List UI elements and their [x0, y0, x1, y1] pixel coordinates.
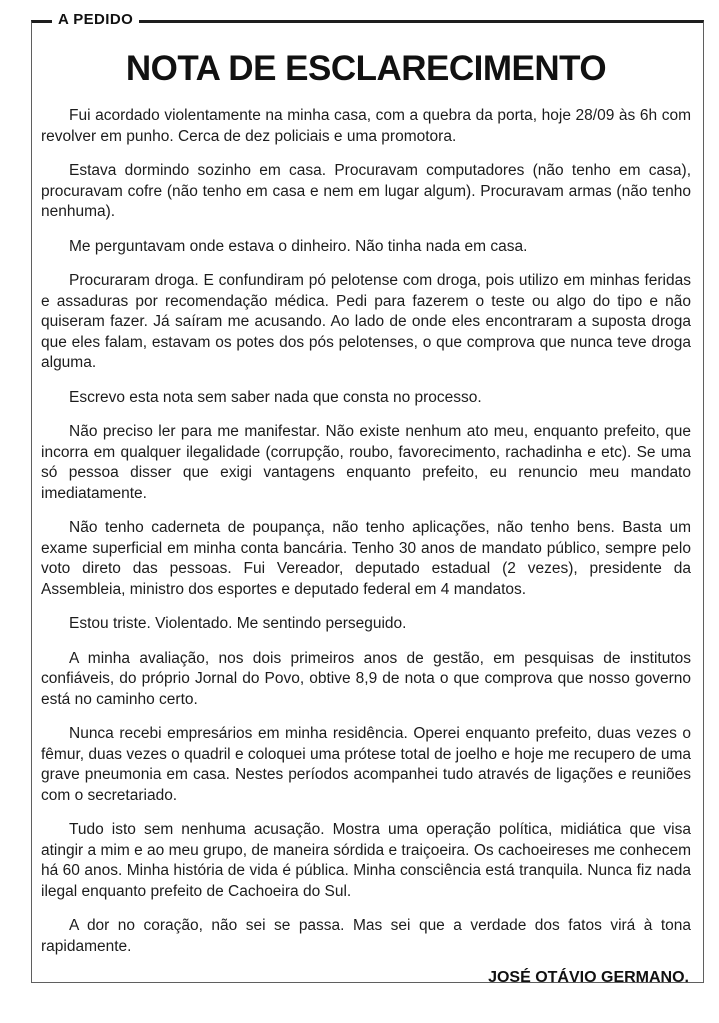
- paragraph: A minha avaliação, nos dois primeiros anos de gestão, em pesquisas de institutos confiáveis, do próprio Jornal do Povo, obtive 8,9 de nota o que comprova que nosso governo está no caminho certo.: [41, 649, 691, 708]
- paragraph: Não preciso ler para me manifestar. Não existe nenhum ato meu, enquanto prefeito, que incorra em qualquer ilegalidade (corrupção, roubo, favorecimento, rachadinha e etc). Se uma só pessoa disser que exigi vantagens enquanto prefeito, eu renuncio meu mandato imediatamente.: [41, 423, 691, 502]
- notice-frame: [31, 11, 704, 986]
- paragraph: Me perguntavam onde estava o dinheiro. Não tinha nada em casa.: [69, 237, 528, 255]
- signature: JOSÉ OTÁVIO GERMANO.: [488, 969, 689, 986]
- paragraph: Estava dormindo sozinho em casa. Procuravam computadores (não tenho em casa), procuravam cofre (não tenho em casa e nem em lugar algum). Procuravam armas (não tenho nenhuma).: [41, 162, 691, 220]
- paragraph: Fui acordado violentamente na minha casa, com a quebra da porta, hoje 28/09 às 6h com revolver em punho. Cerca de dez policiais e uma promotora.: [41, 107, 691, 145]
- paragraph: Não tenho caderneta de poupança, não tenho aplicações, não tenho bens. Basta um exame superficial em minha conta bancária. Tenho 30 anos de mandato público, sempre pelo voto direto das pessoas. Fui Vereador, deputado estadual (2 vezes), presidente da Assembleia, ministro dos esportes e deputado federal em 4 mandatos.: [41, 519, 691, 598]
- paragraph: Escrevo esta nota sem saber nada que consta no processo.: [69, 388, 482, 406]
- kicker-label: A PEDIDO: [52, 11, 139, 29]
- paragraph: Procuraram droga. E confundiram pó pelotense com droga, pois utilizo em minhas feridas e assaduras por recomendação médica. Pedi para fazerem o teste ou algo do tipo e não quiseram fazer. Já saíram me acusando. Ao lado de onde eles encontraram a suposta droga que eles falam, estavam os potes dos pós pelotenses, o que comprova que nunca teve droga alguma.: [41, 272, 691, 371]
- paragraph: A dor no coração, não sei se passa. Mas sei que a verdade dos fatos virá à tona rapidamente.: [41, 917, 691, 955]
- page-title: NOTA DE ESCLARECIMENTO: [125, 49, 607, 88]
- notice-body: [41, 106, 691, 957]
- paragraph: Estou triste. Violentado. Me sentindo perseguido.: [69, 615, 407, 632]
- paragraph: Tudo isto sem nenhuma acusação. Mostra uma operação política, midiática que visa atingir a mim e ao meu grupo, de maneira sórdida e traiçoeira. Os cachoeireses me conhecem há 60 anos. Minha história de vida é pública. Minha consciência está tranquila. Nunca fiz nada ilegal enquanto prefeito de Cachoeira do Sul.: [41, 821, 691, 900]
- paragraph: Nunca recebi empresários em minha residência. Operei enquanto prefeito, duas vezes o fêmur, duas vezes o quadril e coloquei uma prótese total de joelho e hoje me recupero de uma grave pneumonia em casa. Nestes períodos acompanhei tudo através de ligações e reuniões com o secretariado.: [41, 725, 691, 804]
